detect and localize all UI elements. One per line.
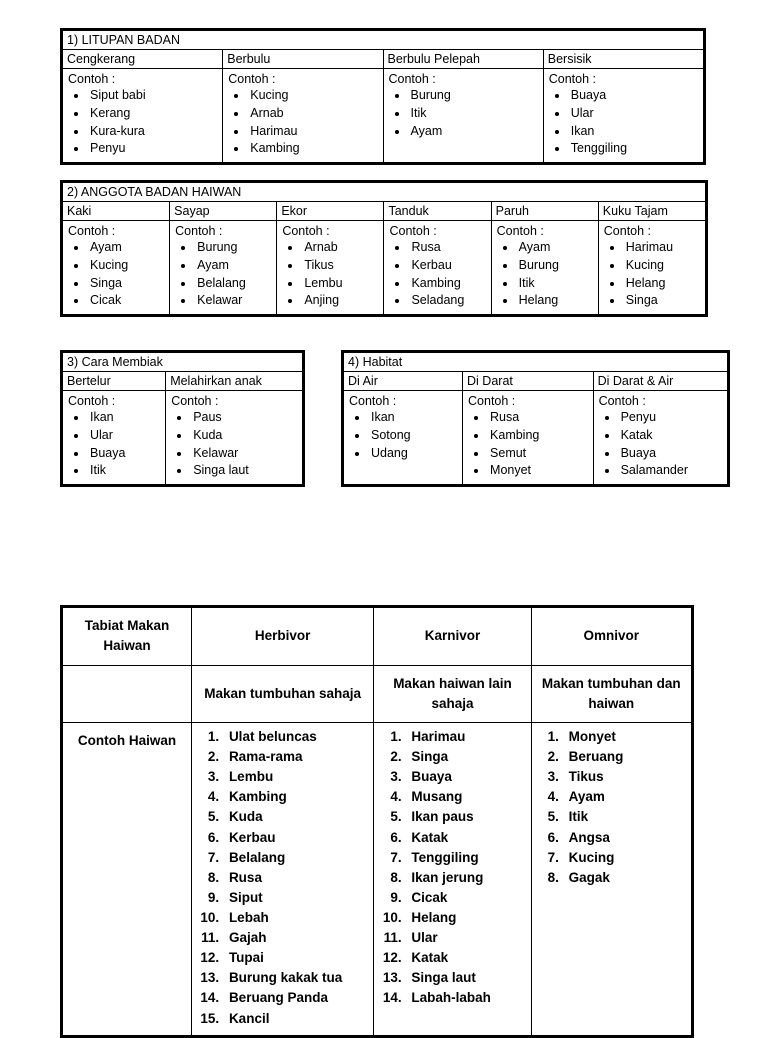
list-item: • Burung <box>409 87 539 105</box>
list-item: 5. Kuda <box>223 807 369 827</box>
list-item: • Monyet <box>488 462 589 480</box>
diet-description: Makan tumbuhan dan haiwan <box>531 665 691 723</box>
example-list <box>67 87 218 158</box>
list-item: 6. Angsa <box>563 828 687 848</box>
diet-examples-row <box>63 723 692 1036</box>
list-item: • Arnab <box>248 105 378 123</box>
example-cell <box>491 221 598 315</box>
contoh-label: Contoh : <box>171 394 219 408</box>
example-list <box>548 87 699 158</box>
example-cell <box>593 391 727 485</box>
section-cara-membiak <box>60 350 305 487</box>
example-list <box>388 239 486 310</box>
example-list-karnivor <box>378 727 526 1009</box>
list-item: 6. Katak <box>405 828 526 848</box>
contoh-label: Contoh : <box>228 72 276 86</box>
example-cell <box>170 221 277 315</box>
list-item: • Itik <box>409 105 539 123</box>
example-cell <box>543 69 703 163</box>
column-header: Kaki <box>63 202 170 221</box>
table-anggota-badan-haiwan <box>62 182 706 315</box>
example-cell <box>63 69 223 163</box>
empty-cell <box>63 665 192 723</box>
column-header: Di Darat <box>463 372 594 391</box>
list-item: 1. Monyet <box>563 727 687 747</box>
list-item: • Burung <box>195 239 272 257</box>
contoh-label: Contoh : <box>603 224 652 238</box>
section-title: 1) LITUPAN BADAN <box>63 31 704 50</box>
list-item: • Kambing <box>488 427 589 445</box>
list-item: • Sotong <box>369 427 458 445</box>
contoh-label: Contoh : <box>349 394 397 408</box>
list-item: • Kucing <box>624 257 701 275</box>
list-item: 6. Kerbau <box>223 828 369 848</box>
list-item: 13. Singa laut <box>405 968 526 988</box>
list-item: • Salamander <box>619 462 723 480</box>
list-item: 3. Lembu <box>223 767 369 787</box>
list-item: • Itik <box>88 462 161 480</box>
list-item: • Cicak <box>88 292 165 310</box>
column-header: Bersisik <box>543 50 703 69</box>
section-title: 4) Habitat <box>344 353 728 372</box>
example-list <box>388 87 539 140</box>
section-habitat <box>341 350 730 487</box>
example-cell <box>166 391 303 485</box>
list-item: 12. Tupai <box>223 948 369 968</box>
list-item: 4. Kambing <box>223 787 369 807</box>
list-item: • Tenggiling <box>569 140 699 158</box>
column-header: Berbulu <box>223 50 383 69</box>
list-item: • Arnab <box>302 239 379 257</box>
contoh-label: Contoh : <box>468 394 516 408</box>
diet-example-cell <box>531 723 691 1036</box>
table-header-row <box>63 372 303 391</box>
list-item: 14. Labah-labah <box>405 988 526 1008</box>
example-list <box>67 239 165 310</box>
list-item: • Harimau <box>248 123 378 141</box>
list-item: 11. Gajah <box>223 928 369 948</box>
diet-description: Makan tumbuhan sahaja <box>191 665 373 723</box>
section-litupan-badan <box>60 28 706 165</box>
diet-description: Makan haiwan lain sahaja <box>374 665 531 723</box>
example-list <box>598 409 723 480</box>
column-header: Bertelur <box>63 372 166 391</box>
contoh-label: Contoh : <box>548 72 597 86</box>
list-item: • Singa <box>624 292 701 310</box>
list-item: • Burung <box>517 257 594 275</box>
contoh-label: Contoh : <box>388 72 436 86</box>
example-cell <box>344 391 463 485</box>
example-cell <box>223 69 383 163</box>
list-item: • Helang <box>624 275 701 293</box>
table-title-row <box>344 353 728 372</box>
list-item: 8. Gagak <box>563 868 687 888</box>
example-cell <box>277 221 384 315</box>
list-item: • Singa laut <box>191 462 298 480</box>
list-item: • Kambing <box>248 140 378 158</box>
list-item: 3. Tikus <box>563 767 687 787</box>
example-list-omnivor <box>536 727 687 888</box>
list-item: • Helang <box>517 292 594 310</box>
column-header: Sayap <box>170 202 277 221</box>
column-header: Berbulu Pelepah <box>383 50 543 69</box>
list-item: 2. Singa <box>405 747 526 767</box>
diet-type-header: Karnivor <box>374 608 531 666</box>
list-item: 5. Ikan paus <box>405 807 526 827</box>
example-cell <box>384 221 491 315</box>
column-header: Kuku Tajam <box>598 202 705 221</box>
list-item: 10. Helang <box>405 908 526 928</box>
list-item: • Kura-kura <box>88 123 218 141</box>
list-item: 11. Ular <box>405 928 526 948</box>
list-item: 4. Musang <box>405 787 526 807</box>
table-title-row <box>63 183 706 202</box>
table-body-row <box>63 391 303 485</box>
diet-example-cell <box>191 723 373 1036</box>
list-item: • Harimau <box>624 239 701 257</box>
table-header-row <box>63 202 706 221</box>
list-item: • Kuda <box>191 427 298 445</box>
diet-description-row <box>63 665 692 723</box>
contoh-label: Contoh : <box>68 224 116 238</box>
example-list <box>281 239 379 310</box>
column-header: Ekor <box>277 202 384 221</box>
example-list <box>227 87 378 158</box>
example-cell <box>63 391 166 485</box>
table-tabiat-makan-haiwan <box>62 607 692 1036</box>
list-item: 12. Katak <box>405 948 526 968</box>
contoh-label: Contoh : <box>282 224 330 238</box>
column-header: Tanduk <box>384 202 491 221</box>
column-header: Melahirkan anak <box>166 372 303 391</box>
list-item: • Itik <box>517 275 594 293</box>
list-item: 5. Itik <box>563 807 687 827</box>
contoh-label: Contoh : <box>389 224 437 238</box>
example-list <box>170 409 298 480</box>
list-item: 1. Ulat beluncas <box>223 727 369 747</box>
example-list <box>174 239 272 310</box>
list-item: • Paus <box>191 409 298 427</box>
table-header-row <box>344 372 728 391</box>
contoh-label: Contoh : <box>598 394 646 408</box>
list-item: • Tikus <box>302 257 379 275</box>
list-item: 4. Ayam <box>563 787 687 807</box>
list-item: • Lembu <box>302 275 379 293</box>
list-item: • Penyu <box>88 140 218 158</box>
list-item: • Rusa <box>409 239 486 257</box>
list-item: 7. Tenggiling <box>405 848 526 868</box>
list-item: • Buaya <box>88 445 161 463</box>
list-item: • Seladang <box>409 292 486 310</box>
section-tabiat-makan-haiwan <box>60 605 694 1038</box>
list-item: 9. Cicak <box>405 888 526 908</box>
list-item: 14. Beruang Panda <box>223 988 369 1008</box>
example-cell <box>383 69 543 163</box>
example-list-herbivor <box>196 727 369 1029</box>
example-list <box>603 239 701 310</box>
list-item: • Singa <box>88 275 165 293</box>
diet-header-row <box>63 608 692 666</box>
column-header: Cengkerang <box>63 50 223 69</box>
list-item: • Buaya <box>569 87 699 105</box>
list-item: • Kucing <box>88 257 165 275</box>
contoh-label: Contoh : <box>68 72 116 86</box>
list-item: • Ikan <box>88 409 161 427</box>
example-list <box>496 239 594 310</box>
list-item: 8. Rusa <box>223 868 369 888</box>
table-title-row <box>63 31 704 50</box>
list-item: 15. Kancil <box>223 1009 369 1029</box>
row-header-tabiat: Tabiat Makan Haiwan <box>63 608 192 666</box>
list-item: 13. Burung kakak tua <box>223 968 369 988</box>
table-cara-membiak <box>62 352 303 485</box>
list-item: • Ayam <box>195 257 272 275</box>
table-title-row <box>63 353 303 372</box>
contoh-label: Contoh : <box>68 394 116 408</box>
table-header-row <box>63 50 704 69</box>
list-item: 9. Siput <box>223 888 369 908</box>
list-item: 2. Beruang <box>563 747 687 767</box>
list-item: • Siput babi <box>88 87 218 105</box>
contoh-label: Contoh : <box>496 224 544 238</box>
list-item: • Ular <box>88 427 161 445</box>
section-anggota-badan-haiwan <box>60 180 708 317</box>
list-item: • Udang <box>369 445 458 463</box>
list-item: • Rusa <box>488 409 589 427</box>
contoh-label: Contoh : <box>175 224 223 238</box>
list-item: • Ikan <box>569 123 699 141</box>
example-list <box>348 409 458 462</box>
list-item: • Ayam <box>409 123 539 141</box>
diet-type-header: Omnivor <box>531 608 691 666</box>
list-item: • Katak <box>619 427 723 445</box>
example-cell <box>598 221 705 315</box>
list-item: • Ayam <box>517 239 594 257</box>
list-item: • Kelawar <box>191 445 298 463</box>
list-item: 3. Buaya <box>405 767 526 787</box>
list-item: • Semut <box>488 445 589 463</box>
list-item: 8. Ikan jerung <box>405 868 526 888</box>
list-item: • Kerang <box>88 105 218 123</box>
example-cell <box>463 391 594 485</box>
table-habitat <box>343 352 728 485</box>
list-item: • Kambing <box>409 275 486 293</box>
list-item: 1. Harimau <box>405 727 526 747</box>
section-title: 2) ANGGOTA BADAN HAIWAN <box>63 183 706 202</box>
table-body-row <box>344 391 728 485</box>
list-item: • Ayam <box>88 239 165 257</box>
diet-example-cell <box>374 723 531 1036</box>
section-title: 3) Cara Membiak <box>63 353 303 372</box>
example-list <box>67 409 161 480</box>
example-cell <box>63 221 170 315</box>
table-body-row <box>63 69 704 163</box>
list-item: • Buaya <box>619 445 723 463</box>
list-item: • Penyu <box>619 409 723 427</box>
example-list <box>467 409 589 480</box>
table-litupan-badan <box>62 30 704 163</box>
row-header-contoh-haiwan: Contoh Haiwan <box>63 723 192 1036</box>
list-item: • Belalang <box>195 275 272 293</box>
list-item: • Kelawar <box>195 292 272 310</box>
list-item: 2. Rama-rama <box>223 747 369 767</box>
column-header: Di Darat & Air <box>593 372 727 391</box>
column-header: Paruh <box>491 202 598 221</box>
list-item: 7. Kucing <box>563 848 687 868</box>
diet-type-header: Herbivor <box>191 608 373 666</box>
list-item: • Ikan <box>369 409 458 427</box>
list-item: • Kucing <box>248 87 378 105</box>
list-item: 7. Belalang <box>223 848 369 868</box>
list-item: • Anjing <box>302 292 379 310</box>
list-item: • Ular <box>569 105 699 123</box>
column-header: Di Air <box>344 372 463 391</box>
table-body-row <box>63 221 706 315</box>
list-item: • Kerbau <box>409 257 486 275</box>
list-item: 10. Lebah <box>223 908 369 928</box>
